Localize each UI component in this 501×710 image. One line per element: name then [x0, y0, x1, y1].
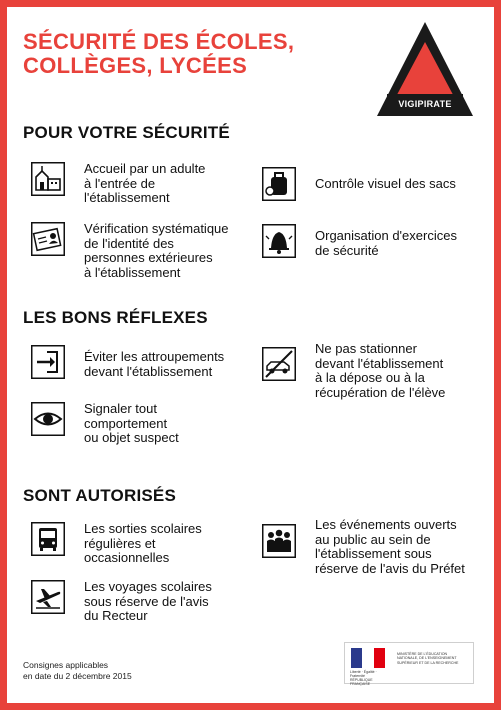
alarm-bell-icon [262, 224, 296, 258]
item-accueil [31, 162, 205, 206]
item-identite-text: Vérification systématique de l'identité des personnes extérieures à l'établissement [84, 221, 229, 280]
item-identite [31, 222, 229, 280]
school-building-icon [31, 162, 65, 196]
item-voyages-text: Les voyages scolaires sous réserve de l'avis du Recteur [84, 579, 212, 623]
item-sacs [262, 167, 456, 201]
item-sorties [31, 522, 202, 566]
french-flag-icon [351, 648, 385, 668]
title-line-1: SÉCURITÉ DES ÉCOLES, [23, 29, 295, 54]
no-parking-car-icon [262, 347, 296, 381]
ministry-name: MINISTÈRE DE L'ÉDUCATION NATIONALE, DE L'ENSEIGNEMENT SUPÉRIEUR ET DE LA RECHERCHE [397, 652, 459, 665]
item-exercices [262, 224, 457, 258]
bag-check-icon [262, 167, 296, 201]
section-heading-autorises: SONT AUTORISÉS [23, 486, 176, 505]
entrance-arrow-icon [31, 345, 65, 379]
item-stationnement-text: Ne pas stationner devant l'établissement à la dépose ou à la récupération de l'élève [315, 341, 446, 400]
vigipirate-label: VIGIPIRATE [398, 99, 452, 109]
item-attroupements [31, 345, 224, 379]
crowd-icon [262, 524, 296, 558]
section-heading-reflexes: LES BONS RÉFLEXES [23, 308, 208, 327]
item-exercices-text: Organisation d'exercices de sécurité [315, 228, 457, 258]
item-signaler-text: Signaler tout comportement ou objet suspect [84, 401, 179, 445]
bus-icon [31, 522, 65, 556]
footer-note: Consignes applicables en date du 2 décembre 2015 [23, 660, 132, 681]
item-accueil-text: Accueil par un adulte à l'entrée de l'établissement [84, 161, 206, 205]
airplane-icon [31, 580, 65, 614]
eye-icon [31, 402, 65, 436]
item-voyages [31, 580, 212, 624]
section-heading-securite: POUR VOTRE SÉCURITÉ [23, 123, 230, 142]
poster-title [23, 30, 323, 78]
republique-francaise-label: Liberté · Égalité · Fraternité RÉPUBLIQUE FRANÇAISE [350, 670, 377, 686]
item-attroupements-text: Éviter les attroupements devant l'établissement [84, 349, 225, 379]
item-sacs-text: Contrôle visuel des sacs [315, 176, 456, 191]
ministry-logo-block [344, 642, 474, 684]
item-sorties-text: Les sorties scolaires régulières et occasionnelles [84, 521, 202, 565]
item-evenements-text: Les événements ouverts au public au sein de l'établissement sous réserve de l'avis du Préfet [315, 517, 465, 576]
id-card-icon [31, 222, 65, 256]
item-evenements [262, 518, 465, 576]
item-stationnement [262, 342, 445, 400]
title-line-2: COLLÈGES, LYCÉES [23, 53, 248, 78]
item-signaler [31, 402, 179, 446]
